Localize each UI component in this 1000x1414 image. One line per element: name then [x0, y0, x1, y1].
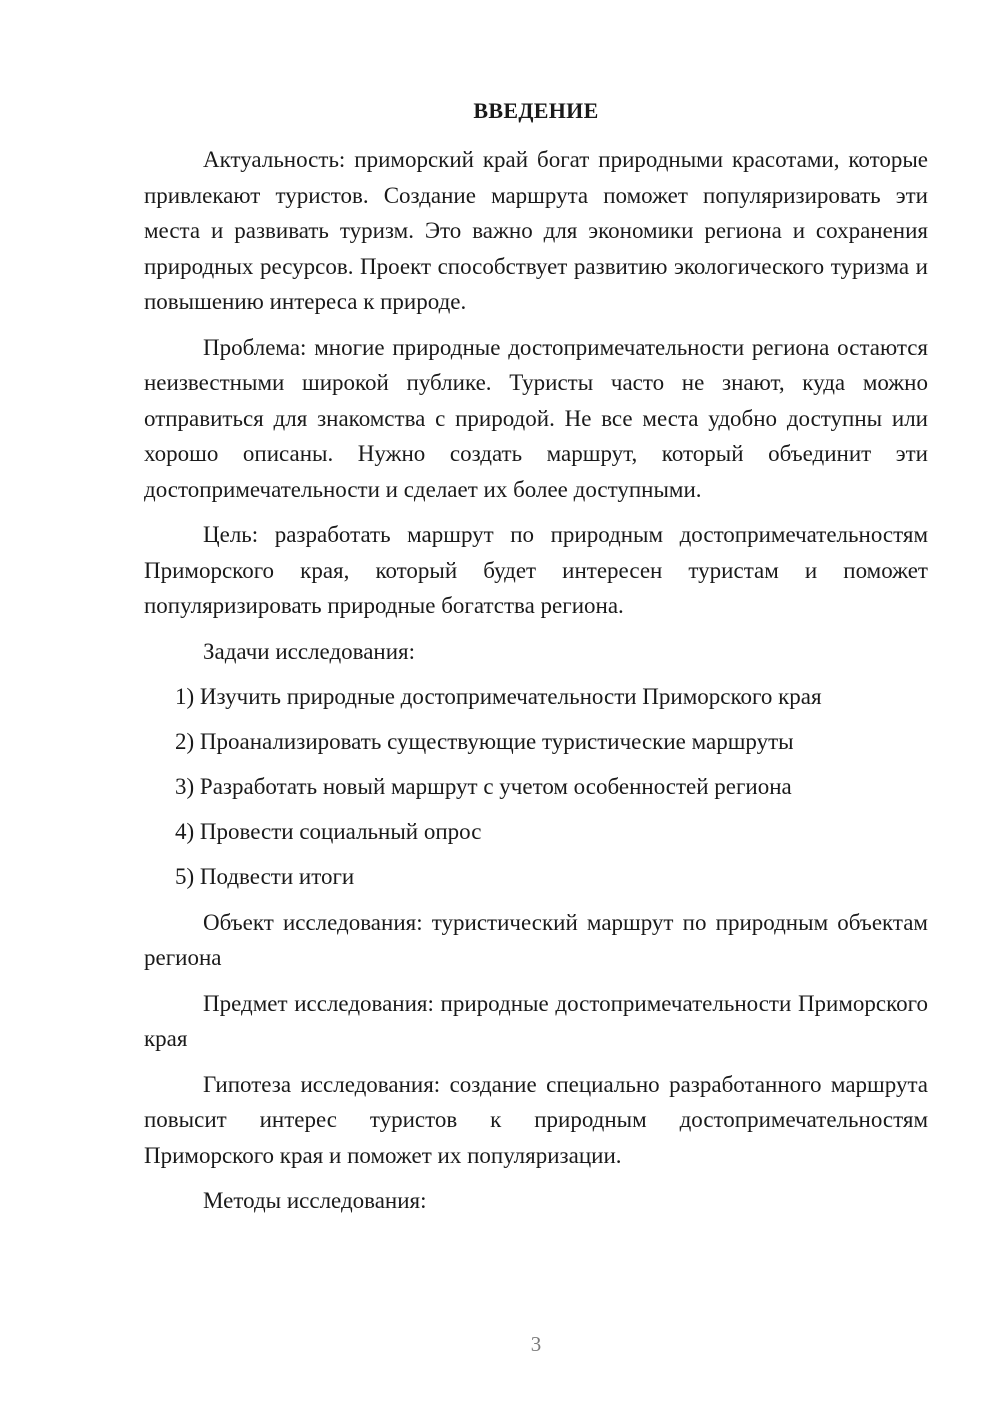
- problem-paragraph: Проблема: многие природные достопримечательности региона остаются неизвестными широкой публике. Туристы часто не знают, куда можно отправиться для знакомства с природой. Не все места удобно доступны или хорошо описаны. Нужно создать маршрут, который объединит эти достопримечательности и сделает их более доступными.: [144, 334, 928, 502]
- subject-paragraph: Предмет исследования: природные достопримечательности Приморского края: [144, 990, 928, 1051]
- tasks-list: [144, 679, 928, 895]
- section-title: ВВЕДЕНИЕ: [473, 98, 599, 123]
- list-item: 4) Провести социальный опрос: [175, 819, 482, 844]
- page-number: 3: [530, 1332, 542, 1356]
- relevance-paragraph: Актуальность: приморский край богат природными красотами, которые привлекают туристов. Создание маршрута поможет популяризировать эти места и развивать туризм. Это важно для экономики региона и сохранения природных ресурсов. Проект способствует развитию экологического туризма и повышению интереса к природе.: [144, 147, 928, 314]
- list-item: 1) Изучить природные достопримечательности Приморского края: [175, 684, 822, 709]
- list-item: 3) Разработать новый маршрут с учетом особенностей региона: [175, 774, 792, 799]
- goal-paragraph: Цель: разработать маршрут по природным достопримечательностям Приморского края, который будет интересен туристам и поможет популяризировать природные богатства региона.: [144, 522, 928, 618]
- list-item: 5) Подвести итоги: [175, 864, 355, 889]
- methods-heading: Методы исследования:: [203, 1188, 427, 1213]
- document-body: [144, 94, 928, 1219]
- object-paragraph: Объект исследования: туристический маршрут по природным объектам региона: [144, 909, 928, 970]
- tasks-heading: Задачи исследования:: [203, 638, 416, 664]
- list-item: 2) Проанализировать существующие туристические маршруты: [175, 729, 794, 754]
- hypothesis-paragraph: Гипотеза исследования: создание специально разработанного маршрута повысит интерес туристов к природным достопримечательностям Приморского края и поможет их популяризации.: [144, 1071, 928, 1168]
